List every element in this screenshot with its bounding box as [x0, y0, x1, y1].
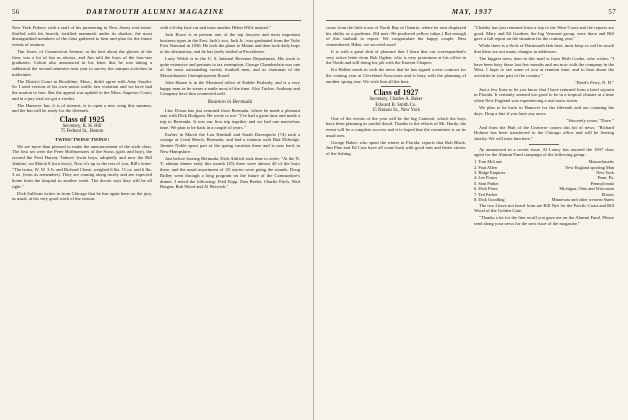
paragraph: Just before leaving Bermuda, Dick Aldrich took time to write: "At the N. Y. alumni dinner early this month (25) there were almost 40 of the boys there, and the usual assortment of '25 stories were going the rounds. Doug Ridley went through a long program on the future of the Commodore's dinner. I noted the following: Fred Kipp, Dan Beebe, Charlie Fitch, Walt Bergen, Bob Wood and Al Herwick."	[160, 155, 300, 190]
class-heading-1927: Class of 1927	[373, 88, 419, 98]
paragraph: One of the events of the year will be the big Carnival, which the boys have been planning in careful detail. Thanks to the efforts of Mr. Hardy, the event will be a complete success and it is hoped that the committee is on its usual toes.	[326, 115, 466, 138]
paragraph: The biggest news item in this mail is from Herb Cooke, who writes: "I have been busy these last few months and am now with the company in the West. I hope to see some of you at reunion time, and to hear about the activities in your part of the country."	[474, 55, 614, 78]
paragraph: Tim Jones, of Connecticut Avenue, at his best about the glories of the firm, was a lot of fun as always, and Jim told the boys of the four-star graduates. Colton also announced in his letter that he was taking a sabbatical the second semester next year to survey the campus activities in midwinter.	[12, 49, 152, 77]
nominee-name: 2. Paul Allen	[474, 164, 497, 170]
nominee-name: 3. Ridge Enquirer	[474, 170, 506, 176]
tagline: TWINS! TWINS! TWINS!!	[54, 136, 110, 142]
nominee-name: 6. Dick Pines	[474, 186, 498, 192]
paragraph: Just a few lines to let you know that I have returned from a brief sojourn in Florida. It certainly seemed too good to be in a tropical climate at a time when New England was experiencing a real snow storm.	[474, 86, 614, 104]
paragraph: The Hanover Inn, it is of interest, is to open a new wing this summer, and the Inn will be ready for the fifteenth.	[12, 102, 152, 114]
nominee-region: Michigan, Ohio and Wisconsin	[559, 186, 614, 192]
paragraph: "Chubby has just returned from a trip to the West Coast and the reports are good. Mary and Ed Gardner, the big Vermont group, were there and Bill gave a full report on the situation for the coming year."	[474, 25, 614, 42]
class-heading-1925: Class of 1925	[59, 115, 105, 125]
nominee-name: 4. Lee Foster	[474, 175, 498, 181]
right-page-number: 57	[608, 8, 616, 16]
paragraph: come from the little town of North Bay in Ontario, where he sent displayed his ability as a gardener. (Ed note: He produced yellow tulips.) But enough of this sunbath to report. We congratulate the happy couple. Best remembered, Hiker, we succeed soon!	[326, 25, 466, 48]
nominees-table	[474, 159, 614, 202]
right-running-head	[326, 8, 616, 21]
left-column-1	[12, 25, 152, 203]
right-running-title: MAY, 1937	[451, 8, 493, 16]
paragraph: Jack Rowe is at present one of the top lawyers and most important business types in the East. Jack's son, Jack Jr., was graduated from the Tufts First National in 1936. He took the plane to Miami and then took daily hops to his destination, and he has lately settled at Providence.	[160, 31, 300, 54]
paragraph: The District Court in Brookline, Mass., didn't agree with Amy Snyder. So I used version of his own motor traffic law violation and we have had the motion to hire. But the appeal was upheld to the Mass. Superior Court, and in a jury trial we got a verdict.	[12, 78, 152, 101]
paragraph: And from the Hub of the Universe comes this bit of news: "Richard Holmes has been transferred to the Chicago office and will be leaving shortly. We will miss him here."	[474, 124, 614, 141]
paragraph: It is with a great deal of pleasure that I learn that our correspondent's very active letter from Bob Ogden, who is very prominent at his office in the North and still doing his job with the Eastern Chapter.	[326, 49, 466, 66]
nominee-region: Minnesota and other western States	[551, 197, 614, 203]
nominee-region: Illinois	[601, 191, 614, 197]
paragraph: We plan to be back in Hanover for the fifteenth and are counting the days. Drop a line if you have any news.	[474, 105, 614, 116]
signoff: "Reed's Ferry, N. H."	[575, 79, 614, 85]
divider	[529, 144, 559, 145]
nominee-name: 1. Tom McLane	[474, 159, 503, 165]
nominee-name: 8. Dick Goodling	[474, 197, 505, 203]
nominee-region: Pennsylvania	[590, 180, 614, 186]
paragraph: Linc Dixon has just returned from Bermuda, where he made a pleasant stay with Dick Hodgson. He wrote to me: "I've had a great time and made a trip to Bermuda. It was our first trip together and we had one marvelous time. We plan to be back in a couple of years."	[160, 107, 300, 130]
paragraph: Kit Hallett sends in with the news that he has signed a new contract for the coming year at Cleveland Associates and is busy with the planning of another spring tour. We wish him all the best.	[326, 67, 466, 84]
right-column-2	[474, 25, 614, 228]
paragraph: with a 6-day hair-cut and train another Helen Wills instead."	[160, 25, 271, 30]
nominee-region: New England sporting Man	[565, 164, 614, 170]
signature: "Sincerely yours, "Dave."	[566, 117, 614, 123]
section-heading-reunion: Reunion in Bermuda	[207, 99, 253, 105]
nominee-name: 7. Ted Parker	[474, 191, 498, 197]
class-secretary-1927: Secretary, Charles A. Baker Edward B. Smith Co. 15 Nassau St., New York	[369, 97, 423, 114]
nominee-name: 5. Sam Parker	[474, 180, 499, 186]
divider	[381, 86, 411, 87]
paragraph: "Thanks a lot for the fine recall you gave me on the Alumni Fund. Please send along your news for the next issue of the magazine."	[474, 215, 614, 226]
nominee-region: New York	[596, 170, 614, 176]
paragraph: Larry Welch is in the U. S. Internal Revenue Department. His work is quite extensive and pertains to tax exemption. George Chamberlain was one of the most outstanding varsity football men, and as chairman of the Massachusetts Unemployment Board.	[160, 55, 300, 78]
paragraph: Ay announced in a recent issue, Al Loney has assured the 1937 class agent for the Alumni Fund campaign of the following group:	[474, 146, 614, 158]
right-column-1	[326, 25, 466, 228]
left-running-title: DARTMOUTH ALUMNI MAGAZINE	[86, 8, 225, 16]
nominee-region: Massachusetts	[588, 159, 614, 165]
paragraph: John Hazen is in the Montreal office of Kidder Peabody, and is a very happy man as he wears a smile most of the time. Also Tucker, Anthony and Company have him connected well.	[160, 79, 300, 97]
paragraph: Dick Sullivan writes in from Chicago that he has again been on the jury, as usual, at his very good work of the season.	[12, 190, 152, 202]
class-secretary-1925: Secretary, R. H. Hill 75 Federal St., Boston	[60, 123, 104, 135]
paragraph: George Baker, who spent the winter in Florida, reports that Bob Black, Jim Pine and Ed Case have all come back with good tans and better stories of the fishing.	[326, 139, 466, 157]
paragraph: While there is a flock of Dartmouth lads here, most keep so well in touch that there are not many changes in addresses.	[474, 43, 614, 54]
left-page-number: 56	[12, 8, 20, 16]
nominee-region: Penn. Pa.	[597, 175, 614, 181]
right-page	[314, 0, 628, 420]
paragraph: Earlier in March the Lou Kimball and Sarah Davenports (74) took a cottage at Coral Beach, Bermuda, and had a reunion with Bud Eldredge. Jimmie Noble spent part of the spring vacation there and is now back in New Hampshire.	[160, 131, 300, 154]
paragraph: We are more than pleased to make the announcement of the sixth class. The first set were the Peter Hoffmeisters of the Swiss (girls and boy), the second the Fred Harvey Tinkers' (twin boys, adopted), and now the Bill Jenkins', on March 8 (two boys). Now it's up to the rest of you, Bill's letter: "The twins, W. W. 3 Jr. and Richard Chase, weighed 6 lbs. 11 oz. and 6 lbs. 3 oz. (twin as remember). They are coming along nicely and are expected home from the hospital in another week. The doctor says they will be all right."	[12, 143, 152, 189]
paragraph: The two I have not heard from are Bill Nye for the Pacific Coast and Bill Wood of the Golden Gate.	[474, 202, 614, 214]
left-column-2	[160, 25, 300, 203]
paragraph: New York Fishery with a staff of his pioneering in New Jersey real estate. Stuffed with his heavily fortified mammals under its shadow, the most distinguished members of the class gathered to hear and plan for the future events of reunion.	[12, 25, 152, 48]
left-running-head	[12, 8, 301, 21]
